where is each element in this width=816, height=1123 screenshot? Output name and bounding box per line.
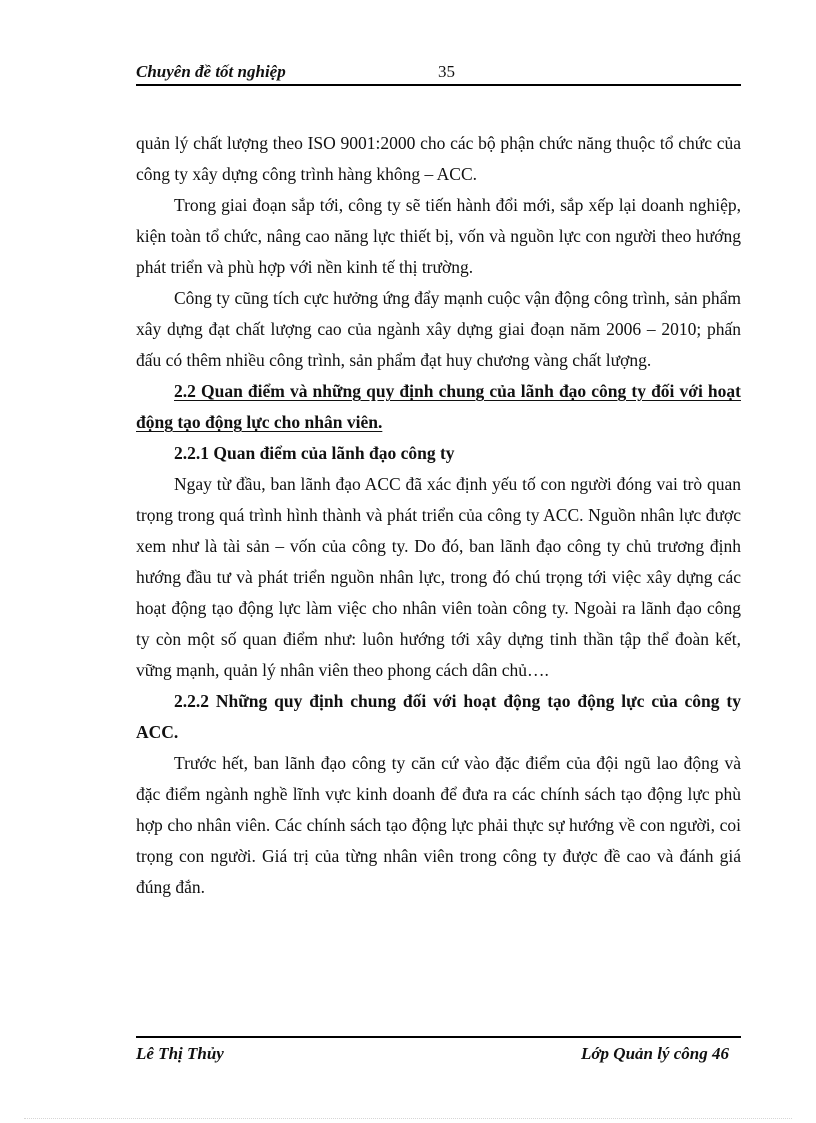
- section-heading-2-2: 2.2 Quan điểm và những quy định chung của lãnh đạo công ty đối với hoạt động tạo động lực cho nhân viên.: [136, 381, 741, 432]
- footer-class: Lớp Quản lý công 46: [581, 1044, 729, 1063]
- page-number: 35: [438, 62, 455, 81]
- document-body: [136, 128, 741, 903]
- section-heading-2-2-1: 2.2.1 Quan điểm của lãnh đạo công ty: [174, 443, 455, 463]
- paragraph-leadership-view: Ngay từ đầu, ban lãnh đạo ACC đã xác định yếu tố con người đóng vai trò quan trọng trong quá trình hình thành và phát triển của công ty ACC. Nguồn nhân lực được xem như là tài sản – vốn của công ty. Do đó, ban lãnh đạo công ty chủ trương định hướng đầu tư và phát triển nguồn nhân lực, trong đó chú trọng tới việc xây dựng các hoạt động tạo động lực làm việc cho nhân viên toàn công ty. Ngoài ra lãnh đạo công ty còn một số quan điểm như: luôn hướng tới xây dựng tinh thần tập thể đoàn kết, vững mạnh, quản lý nhân viên theo phong cách dân chủ….: [136, 474, 741, 680]
- paragraph-general-rules: Trước hết, ban lãnh đạo công ty căn cứ vào đặc điểm của đội ngũ lao động và đặc điểm ngành nghề lĩnh vực kinh doanh để đưa ra các chính sách tạo động lực phù hợp cho nhân viên. Các chính sách tạo động lực phải thực sự hướng về con người, coi trọng con người. Giá trị của từng nhân viên trong công ty được đề cao và đánh giá đúng đắn.: [136, 753, 741, 897]
- paragraph-continuation: quản lý chất lượng theo ISO 9001:2000 cho các bộ phận chức năng thuộc tổ chức của công ty xây dựng công trình hàng không – ACC.: [136, 133, 741, 184]
- page-header: [136, 58, 741, 86]
- page-bottom-divider: [24, 1118, 792, 1119]
- paragraph-quality-campaign: Công ty cũng tích cực hưởng ứng đẩy mạnh cuộc vận động công trình, sản phẩm xây dựng đạt chất lượng cao của ngành xây dựng giai đoạn năm 2006 – 2010; phấn đấu có thêm nhiều công trình, sản phẩm đạt huy chương vàng chất lượng.: [136, 288, 741, 370]
- section-heading-2-2-2: 2.2.2 Những quy định chung đối với hoạt động tạo động lực của công ty ACC.: [136, 691, 741, 742]
- page-footer: [136, 1036, 741, 1068]
- footer-author: Lê Thị Thủy: [136, 1044, 224, 1063]
- paragraph-future-plans: Trong giai đoạn sắp tới, công ty sẽ tiến hành đổi mới, sắp xếp lại doanh nghiệp, kiện toàn tổ chức, nâng cao năng lực thiết bị, vốn và nguồn lực con người theo hướng phát triển và phù hợp với nền kinh tế thị trường.: [136, 195, 741, 277]
- header-title: Chuyên đề tốt nghiệp: [136, 62, 286, 81]
